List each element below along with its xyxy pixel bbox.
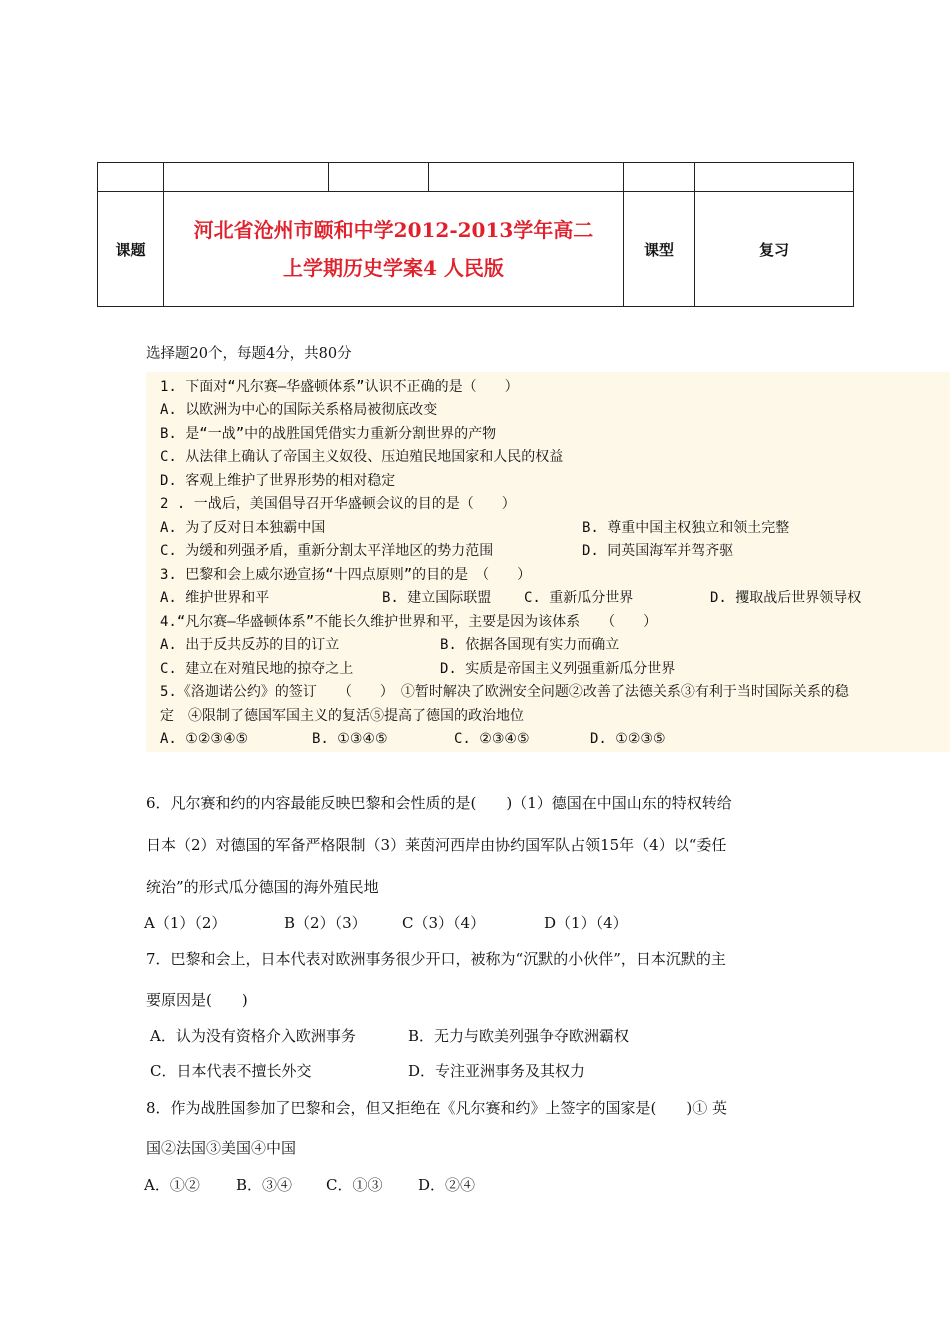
q8-option-c: C．①③ (326, 1176, 383, 1194)
question-5: 5.《洛迦诺公约》的签订 （ ） ①暂时解决了欧洲安全问题②改善了法德关系③有利于当时国际关系的稳 (160, 684, 849, 700)
q6-option-c: C（3）（4） (402, 914, 486, 932)
q1-option-c: C. 从法律上确认了帝国主义奴役、压迫殖民地国家和人民的权益 (160, 449, 564, 465)
question-8-line-1: 8．作为战胜国参加了巴黎和会，但又拒绝在《凡尔赛和约》上签字的国家是( )① 英 (146, 1099, 728, 1117)
q5-option-a: A. ①②③④⑤ (160, 731, 249, 747)
q8-options (146, 1174, 646, 1196)
type-label: 课型 (624, 192, 695, 307)
q4-option-b: B. 依据各国现有实力而确立 (440, 637, 620, 653)
type-value: 复习 (695, 192, 854, 307)
topic-label: 课题 (98, 192, 164, 307)
q3-option-b: B. 建立国际联盟 (382, 590, 492, 606)
q2-option-b: B. 尊重中国主权独立和领土完整 (582, 520, 790, 536)
q3-option-a: A. 维护世界和平 (160, 590, 270, 606)
section-intro: 选择题20个，每题4分，共80分 (146, 346, 352, 362)
q4-options-cd (160, 658, 950, 681)
question-6-line-2: 日本（2）对德国的军备严格限制（3）莱茵河西岸由协约国军队占领15年（4）以“委任 (146, 836, 727, 854)
q2-option-a: A. 为了反对日本独霸中国 (160, 520, 326, 536)
question-7-line-2: 要原因是( ) (146, 991, 248, 1009)
document-title (164, 192, 624, 307)
q6-options (146, 912, 846, 934)
q4-options-ab (160, 634, 950, 657)
question-5-cont: 定 ④限制了德国军国主义的复活⑤提高了德国的政治地位 (160, 708, 524, 724)
header-empty-row (98, 163, 854, 192)
q8-option-b: B．③④ (236, 1176, 293, 1194)
q8-option-a: A．①② (144, 1176, 200, 1194)
q8-option-d: D．②④ (418, 1176, 476, 1194)
question-6-line-1: 6．凡尔赛和约的内容最能反映巴黎和会性质的是( )（1）德国在中国山东的特权转给 (146, 794, 732, 812)
q7-options-ab (146, 1025, 846, 1047)
q3-option-d: D. 攫取战后世界领导权 (710, 590, 862, 606)
question-box (146, 372, 950, 752)
q4-option-a: A. 出于反共反苏的目的订立 (160, 637, 340, 653)
q7-option-a: A．认为没有资格介入欧洲事务 (150, 1027, 356, 1045)
q6-option-b: B（2）（3） (284, 914, 367, 932)
question-1: 1. 下面对“凡尔赛—华盛顿体系”认识不正确的是（ ） (160, 379, 519, 395)
q2-option-c: C. 为缓和列强矛盾，重新分割太平洋地区的势力范围 (160, 543, 494, 559)
q1-option-a: A. 以欧洲为中心的国际关系格局被彻底改变 (160, 402, 438, 418)
q5-options (160, 728, 950, 751)
question-4: 4.“凡尔赛—华盛顿体系”不能长久维护世界和平，主要是因为该体系 （ ） (160, 614, 658, 630)
header-table (97, 162, 854, 307)
question-6-line-3: 统治”的形式瓜分德国的海外殖民地 (146, 878, 379, 896)
q4-option-c: C. 建立在对殖民地的掠夺之上 (160, 661, 354, 677)
q2-options-ab (160, 517, 950, 540)
question-2: 2 . 一战后，美国倡导召开华盛顿会议的目的是（ ） (160, 496, 516, 512)
question-3: 3. 巴黎和会上威尔逊宣扬“十四点原则”的目的是 （ ） (160, 567, 532, 583)
q5-option-d: D. ①②③⑤ (590, 731, 666, 747)
title-line-2: 上学期历史学案4 人民版 (283, 256, 504, 280)
q2-option-d: D. 同英国海军并驾齐驱 (582, 543, 734, 559)
q3-option-c: C. 重新瓜分世界 (524, 590, 634, 606)
q7-option-d: D．专注亚洲事务及其权力 (408, 1062, 586, 1080)
q1-option-d: D. 客观上维护了世界形势的相对稳定 (160, 473, 396, 489)
header-main-row (98, 192, 854, 307)
question-7-line-1: 7．巴黎和会上，日本代表对欧洲事务很少开口，被称为“沉默的小伙伴”，日本沉默的主 (146, 950, 726, 968)
q7-option-b: B．无力与欧美列强争夺欧洲霸权 (408, 1027, 630, 1045)
q7-options-cd (146, 1060, 846, 1082)
question-8-line-2: 国②法国③美国④中国 (146, 1139, 297, 1157)
q5-option-b: B. ①③④⑤ (312, 731, 388, 747)
q6-option-a: A（1）（2） (144, 914, 227, 932)
q7-option-c: C．日本代表不擅长外交 (150, 1062, 312, 1080)
q5-option-c: C. ②③④⑤ (454, 731, 530, 747)
title-line-1: 河北省沧州市颐和中学2012-2013学年高二 (193, 218, 594, 242)
q6-option-d: D（1）（4） (544, 914, 628, 932)
q1-option-b: B. 是“一战”中的战胜国凭借实力重新分割世界的产物 (160, 426, 497, 442)
q4-option-d: D. 实质是帝国主义列强重新瓜分世界 (440, 661, 676, 677)
q3-options (160, 587, 950, 610)
q2-options-cd (160, 540, 950, 563)
